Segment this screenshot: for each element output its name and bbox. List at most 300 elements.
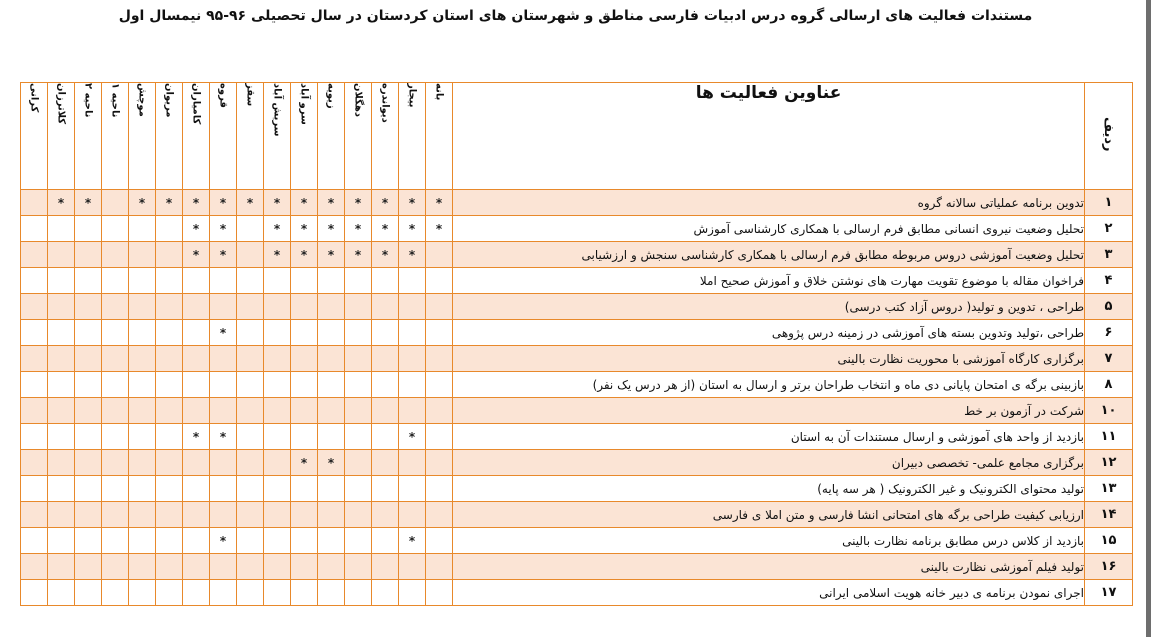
region-mark-cell	[345, 554, 372, 580]
region-mark-cell	[372, 502, 399, 528]
region-mark-cell	[183, 528, 210, 554]
row-number: ۱	[1085, 190, 1133, 216]
region-mark-cell	[102, 294, 129, 320]
region-mark-cell	[129, 372, 156, 398]
table-row	[21, 528, 1133, 554]
region-header: موچش	[129, 83, 156, 190]
region-mark-cell	[129, 346, 156, 372]
region-mark-cell: *	[183, 242, 210, 268]
row-number: ۱۵	[1085, 528, 1133, 554]
region-mark-cell	[75, 398, 102, 424]
region-header: ناحیه ۲	[75, 83, 102, 190]
region-mark-cell	[210, 554, 237, 580]
window-edge	[1146, 0, 1151, 637]
region-mark-cell	[156, 346, 183, 372]
region-mark-cell	[48, 346, 75, 372]
region-mark-cell: *	[210, 190, 237, 216]
region-mark-cell	[291, 476, 318, 502]
region-mark-cell	[156, 450, 183, 476]
region-mark-cell	[102, 528, 129, 554]
region-mark-cell	[210, 398, 237, 424]
region-header: سرو آباد	[291, 83, 318, 190]
region-mark-cell	[156, 216, 183, 242]
region-mark-cell	[345, 528, 372, 554]
region-mark-cell: *	[399, 424, 426, 450]
region-header: سقز	[237, 83, 264, 190]
region-mark-cell	[237, 580, 264, 606]
region-mark-cell	[372, 294, 399, 320]
region-mark-cell	[21, 320, 48, 346]
region-mark-cell	[48, 528, 75, 554]
region-mark-cell	[75, 450, 102, 476]
region-mark-cell	[21, 190, 48, 216]
region-mark-cell	[264, 580, 291, 606]
region-mark-cell	[345, 476, 372, 502]
region-mark-cell	[399, 268, 426, 294]
region-mark-cell	[210, 502, 237, 528]
region-mark-cell	[237, 424, 264, 450]
table-row	[21, 294, 1133, 320]
region-mark-cell	[156, 268, 183, 294]
table-row	[21, 502, 1133, 528]
activity-title: اجرای نمودن برنامه ی دبیر خانه هویت اسلامی ایرانی	[453, 580, 1085, 606]
region-mark-cell	[210, 346, 237, 372]
region-mark-cell	[237, 242, 264, 268]
region-mark-cell	[129, 320, 156, 346]
region-mark-cell	[264, 424, 291, 450]
region-mark-cell	[183, 580, 210, 606]
region-mark-cell	[156, 528, 183, 554]
activity-title: شرکت در آزمون بر خط	[453, 398, 1085, 424]
region-mark-cell: *	[345, 190, 372, 216]
region-mark-cell: *	[264, 216, 291, 242]
row-number: ۶	[1085, 320, 1133, 346]
region-mark-cell	[399, 294, 426, 320]
table-row	[21, 190, 1133, 216]
region-mark-cell	[183, 294, 210, 320]
activity-title: طراحی ، تدوین و تولید( دروس آزاد کتب درسی)	[453, 294, 1085, 320]
region-mark-cell: *	[210, 424, 237, 450]
region-mark-cell	[129, 216, 156, 242]
table-row	[21, 216, 1133, 242]
region-mark-cell	[21, 372, 48, 398]
activity-title: تحلیل وضعیت آموزشی دروس مربوطه مطابق فرم ارسالی با همکاری کارشناسی سنجش و ارزشیابی	[453, 242, 1085, 268]
region-mark-cell	[48, 372, 75, 398]
region-mark-cell	[372, 372, 399, 398]
region-mark-cell	[156, 372, 183, 398]
page-title: مستندات فعالیت های ارسالی گروه درس ادبیات فارسی مناطق و شهرستان های استان کردستان در سال تحصیلی ۹۶-۹۵ نیمسال اول	[118, 8, 1033, 24]
region-mark-cell	[372, 424, 399, 450]
region-mark-cell	[291, 580, 318, 606]
region-header: زیویه	[318, 83, 345, 190]
region-mark-cell	[129, 476, 156, 502]
region-mark-cell	[48, 424, 75, 450]
region-mark-cell	[237, 320, 264, 346]
table-row	[21, 476, 1133, 502]
region-mark-cell: *	[210, 242, 237, 268]
region-mark-cell: *	[345, 216, 372, 242]
activity-title: بازدید از واحد های آموزشی و ارسال مستندات آن به استان	[453, 424, 1085, 450]
region-mark-cell	[345, 268, 372, 294]
region-mark-cell	[291, 528, 318, 554]
region-mark-cell	[399, 450, 426, 476]
region-mark-cell	[372, 398, 399, 424]
region-mark-cell	[345, 398, 372, 424]
region-mark-cell: *	[210, 528, 237, 554]
region-mark-cell	[21, 424, 48, 450]
activity-title: بازبینی برگه ی امتحان پایانی دی ماه و انتخاب طراحان برتر و ارسال به استان (از هر درس یک نفر)	[453, 372, 1085, 398]
region-mark-cell	[291, 554, 318, 580]
row-number: ۴	[1085, 268, 1133, 294]
row-number: ۱۰	[1085, 398, 1133, 424]
region-mark-cell	[318, 294, 345, 320]
region-mark-cell	[318, 580, 345, 606]
region-mark-cell	[156, 242, 183, 268]
region-mark-cell	[237, 528, 264, 554]
region-mark-cell	[102, 268, 129, 294]
region-mark-cell	[264, 346, 291, 372]
region-mark-cell	[426, 346, 453, 372]
region-mark-cell	[129, 580, 156, 606]
activity-title: بازدید از کلاس درس مطابق برنامه نظارت بالینی	[453, 528, 1085, 554]
region-mark-cell	[264, 450, 291, 476]
region-mark-cell: *	[75, 190, 102, 216]
region-mark-cell	[210, 476, 237, 502]
row-number-header: ردیف	[1085, 83, 1133, 190]
region-mark-cell: *	[318, 450, 345, 476]
region-mark-cell: *	[372, 216, 399, 242]
region-mark-cell	[129, 450, 156, 476]
region-mark-cell	[21, 398, 48, 424]
table-row	[21, 268, 1133, 294]
table-row	[21, 450, 1133, 476]
region-mark-cell	[129, 528, 156, 554]
region-mark-cell	[345, 424, 372, 450]
region-mark-cell	[264, 554, 291, 580]
region-mark-cell	[291, 320, 318, 346]
region-mark-cell: *	[318, 190, 345, 216]
region-mark-cell	[291, 398, 318, 424]
region-mark-cell	[156, 554, 183, 580]
region-mark-cell	[237, 502, 264, 528]
region-mark-cell	[264, 528, 291, 554]
region-mark-cell	[372, 346, 399, 372]
region-mark-cell	[345, 294, 372, 320]
region-mark-cell	[48, 554, 75, 580]
region-mark-cell: *	[210, 320, 237, 346]
region-mark-cell	[345, 450, 372, 476]
region-mark-cell	[183, 346, 210, 372]
region-mark-cell	[156, 502, 183, 528]
region-mark-cell	[75, 424, 102, 450]
region-mark-cell: *	[264, 242, 291, 268]
region-mark-cell	[183, 554, 210, 580]
region-mark-cell	[21, 528, 48, 554]
region-mark-cell	[426, 424, 453, 450]
region-mark-cell	[102, 476, 129, 502]
region-mark-cell	[264, 502, 291, 528]
region-mark-cell	[318, 346, 345, 372]
row-number: ۱۴	[1085, 502, 1133, 528]
region-mark-cell: *	[399, 190, 426, 216]
region-mark-cell: *	[48, 190, 75, 216]
activity-title: تدوین برنامه عملیاتی سالانه گروه	[453, 190, 1085, 216]
activity-title: فراخوان مقاله با موضوع تقویت مهارت های نوشتن خلاق و آموزش صحیح املا	[453, 268, 1085, 294]
region-mark-cell	[372, 580, 399, 606]
row-number: ۸	[1085, 372, 1133, 398]
activity-title: ارزیابی کیفیت طراحی برگه های امتحانی انشا فارسی و متن املا ی فارسی	[453, 502, 1085, 528]
region-mark-cell	[372, 528, 399, 554]
region-mark-cell	[48, 450, 75, 476]
region-mark-cell: *	[156, 190, 183, 216]
region-mark-cell	[129, 424, 156, 450]
region-mark-cell	[264, 294, 291, 320]
region-mark-cell	[75, 372, 102, 398]
region-header: کرانی	[21, 83, 48, 190]
region-mark-cell	[48, 398, 75, 424]
region-header: کلاترزان	[48, 83, 75, 190]
region-mark-cell	[264, 398, 291, 424]
region-mark-cell	[237, 216, 264, 242]
region-mark-cell	[372, 320, 399, 346]
row-number: ۳	[1085, 242, 1133, 268]
region-mark-cell	[102, 216, 129, 242]
row-number: ۱۳	[1085, 476, 1133, 502]
activity-title: طراحی ،تولید وتدوین بسته های آموزشی در زمینه درس پژوهی	[453, 320, 1085, 346]
region-mark-cell	[399, 580, 426, 606]
region-mark-cell	[102, 346, 129, 372]
table-row	[21, 346, 1133, 372]
region-mark-cell	[426, 268, 453, 294]
region-header: بیجار	[399, 83, 426, 190]
region-mark-cell	[426, 242, 453, 268]
region-mark-cell: *	[183, 424, 210, 450]
region-mark-cell	[318, 476, 345, 502]
region-mark-cell: *	[372, 190, 399, 216]
region-mark-cell	[237, 554, 264, 580]
region-header: دیواندره	[372, 83, 399, 190]
region-mark-cell	[102, 320, 129, 346]
region-mark-cell	[291, 424, 318, 450]
region-mark-cell	[345, 320, 372, 346]
region-mark-cell	[318, 268, 345, 294]
region-mark-cell	[102, 242, 129, 268]
table-row	[21, 372, 1133, 398]
region-mark-cell	[102, 372, 129, 398]
region-mark-cell	[426, 450, 453, 476]
region-mark-cell	[129, 398, 156, 424]
region-mark-cell	[183, 320, 210, 346]
region-mark-cell	[183, 450, 210, 476]
region-mark-cell	[75, 346, 102, 372]
region-mark-cell: *	[237, 190, 264, 216]
region-mark-cell	[102, 398, 129, 424]
region-header: کامیاران	[183, 83, 210, 190]
region-mark-cell	[237, 294, 264, 320]
region-mark-cell	[318, 320, 345, 346]
activities-header: عناوین فعالیت ها	[453, 83, 1085, 190]
region-mark-cell	[264, 268, 291, 294]
table-row	[21, 424, 1133, 450]
region-mark-cell	[372, 268, 399, 294]
region-mark-cell	[48, 580, 75, 606]
region-mark-cell	[399, 398, 426, 424]
region-mark-cell	[21, 294, 48, 320]
region-mark-cell: *	[399, 528, 426, 554]
region-mark-cell	[345, 372, 372, 398]
region-mark-cell	[399, 372, 426, 398]
region-mark-cell	[75, 242, 102, 268]
region-header: دهگلان	[345, 83, 372, 190]
region-mark-cell	[102, 502, 129, 528]
region-header: مریوان	[156, 83, 183, 190]
region-mark-cell	[156, 476, 183, 502]
region-mark-cell	[399, 346, 426, 372]
region-mark-cell	[75, 580, 102, 606]
region-mark-cell	[426, 580, 453, 606]
region-mark-cell	[75, 216, 102, 242]
region-mark-cell	[129, 502, 156, 528]
region-mark-cell	[426, 476, 453, 502]
region-mark-cell	[372, 476, 399, 502]
region-mark-cell	[21, 476, 48, 502]
region-mark-cell	[48, 320, 75, 346]
region-mark-cell	[48, 476, 75, 502]
region-mark-cell	[75, 502, 102, 528]
region-mark-cell	[291, 372, 318, 398]
region-mark-cell	[318, 554, 345, 580]
region-header: بانه	[426, 83, 453, 190]
row-number: ۵	[1085, 294, 1133, 320]
region-mark-cell: *	[426, 216, 453, 242]
activity-title: تولید فیلم آموزشی نظارت بالینی	[453, 554, 1085, 580]
region-mark-cell	[75, 294, 102, 320]
region-mark-cell	[210, 450, 237, 476]
region-mark-cell: *	[372, 242, 399, 268]
region-mark-cell	[21, 242, 48, 268]
region-mark-cell: *	[129, 190, 156, 216]
region-mark-cell	[21, 502, 48, 528]
region-mark-cell: *	[291, 190, 318, 216]
region-mark-cell: *	[318, 216, 345, 242]
region-mark-cell	[48, 502, 75, 528]
region-mark-cell: *	[399, 242, 426, 268]
region-mark-cell	[75, 554, 102, 580]
region-mark-cell	[156, 294, 183, 320]
region-mark-cell	[291, 268, 318, 294]
table-row	[21, 242, 1133, 268]
row-number: ۱۲	[1085, 450, 1133, 476]
region-mark-cell	[21, 268, 48, 294]
region-mark-cell	[318, 424, 345, 450]
region-mark-cell	[399, 476, 426, 502]
region-mark-cell	[129, 294, 156, 320]
region-mark-cell	[210, 580, 237, 606]
region-mark-cell	[345, 346, 372, 372]
region-mark-cell	[156, 398, 183, 424]
region-mark-cell	[237, 398, 264, 424]
region-header: قروه	[210, 83, 237, 190]
region-mark-cell	[102, 450, 129, 476]
region-mark-cell	[183, 502, 210, 528]
region-mark-cell	[48, 216, 75, 242]
region-mark-cell	[318, 372, 345, 398]
region-mark-cell	[129, 242, 156, 268]
region-mark-cell	[318, 502, 345, 528]
region-mark-cell	[318, 528, 345, 554]
region-mark-cell	[102, 424, 129, 450]
region-mark-cell	[264, 476, 291, 502]
region-mark-cell: *	[183, 190, 210, 216]
region-mark-cell	[426, 528, 453, 554]
region-mark-cell	[21, 346, 48, 372]
region-mark-cell: *	[291, 450, 318, 476]
region-mark-cell: *	[318, 242, 345, 268]
region-mark-cell	[237, 450, 264, 476]
region-mark-cell	[183, 372, 210, 398]
region-mark-cell	[318, 398, 345, 424]
region-header: سریش آباد	[264, 83, 291, 190]
region-mark-cell	[291, 294, 318, 320]
activity-title: تولید محتوای الکترونیک و غیر الکترونیک ( هر سه پایه)	[453, 476, 1085, 502]
region-mark-cell	[399, 320, 426, 346]
region-mark-cell	[210, 372, 237, 398]
region-mark-cell	[291, 502, 318, 528]
region-mark-cell	[399, 502, 426, 528]
region-mark-cell	[372, 450, 399, 476]
region-mark-cell: *	[183, 216, 210, 242]
row-number: ۱۶	[1085, 554, 1133, 580]
region-mark-cell: *	[291, 216, 318, 242]
region-mark-cell	[237, 372, 264, 398]
row-number: ۷	[1085, 346, 1133, 372]
region-mark-cell: *	[426, 190, 453, 216]
region-mark-cell	[102, 580, 129, 606]
table-row	[21, 320, 1133, 346]
table-row	[21, 398, 1133, 424]
table-row	[21, 554, 1133, 580]
region-mark-cell	[156, 320, 183, 346]
region-mark-cell	[426, 502, 453, 528]
row-number: ۱۱	[1085, 424, 1133, 450]
region-mark-cell	[75, 528, 102, 554]
region-mark-cell	[291, 346, 318, 372]
region-mark-cell: *	[345, 242, 372, 268]
region-mark-cell	[75, 476, 102, 502]
activities-table	[20, 82, 1133, 606]
region-mark-cell	[426, 398, 453, 424]
region-mark-cell	[48, 242, 75, 268]
region-mark-cell	[399, 554, 426, 580]
region-mark-cell	[48, 268, 75, 294]
region-header: ناحیه ۱	[102, 83, 129, 190]
region-mark-cell: *	[210, 216, 237, 242]
region-mark-cell	[129, 268, 156, 294]
region-mark-cell	[48, 294, 75, 320]
region-mark-cell	[345, 502, 372, 528]
region-mark-cell	[426, 372, 453, 398]
region-mark-cell	[156, 424, 183, 450]
region-mark-cell	[156, 580, 183, 606]
region-mark-cell	[237, 268, 264, 294]
region-mark-cell	[183, 398, 210, 424]
region-mark-cell	[372, 554, 399, 580]
table-header-row	[21, 83, 1133, 190]
region-mark-cell	[75, 268, 102, 294]
row-number: ۱۷	[1085, 580, 1133, 606]
region-mark-cell	[264, 372, 291, 398]
region-mark-cell	[426, 294, 453, 320]
